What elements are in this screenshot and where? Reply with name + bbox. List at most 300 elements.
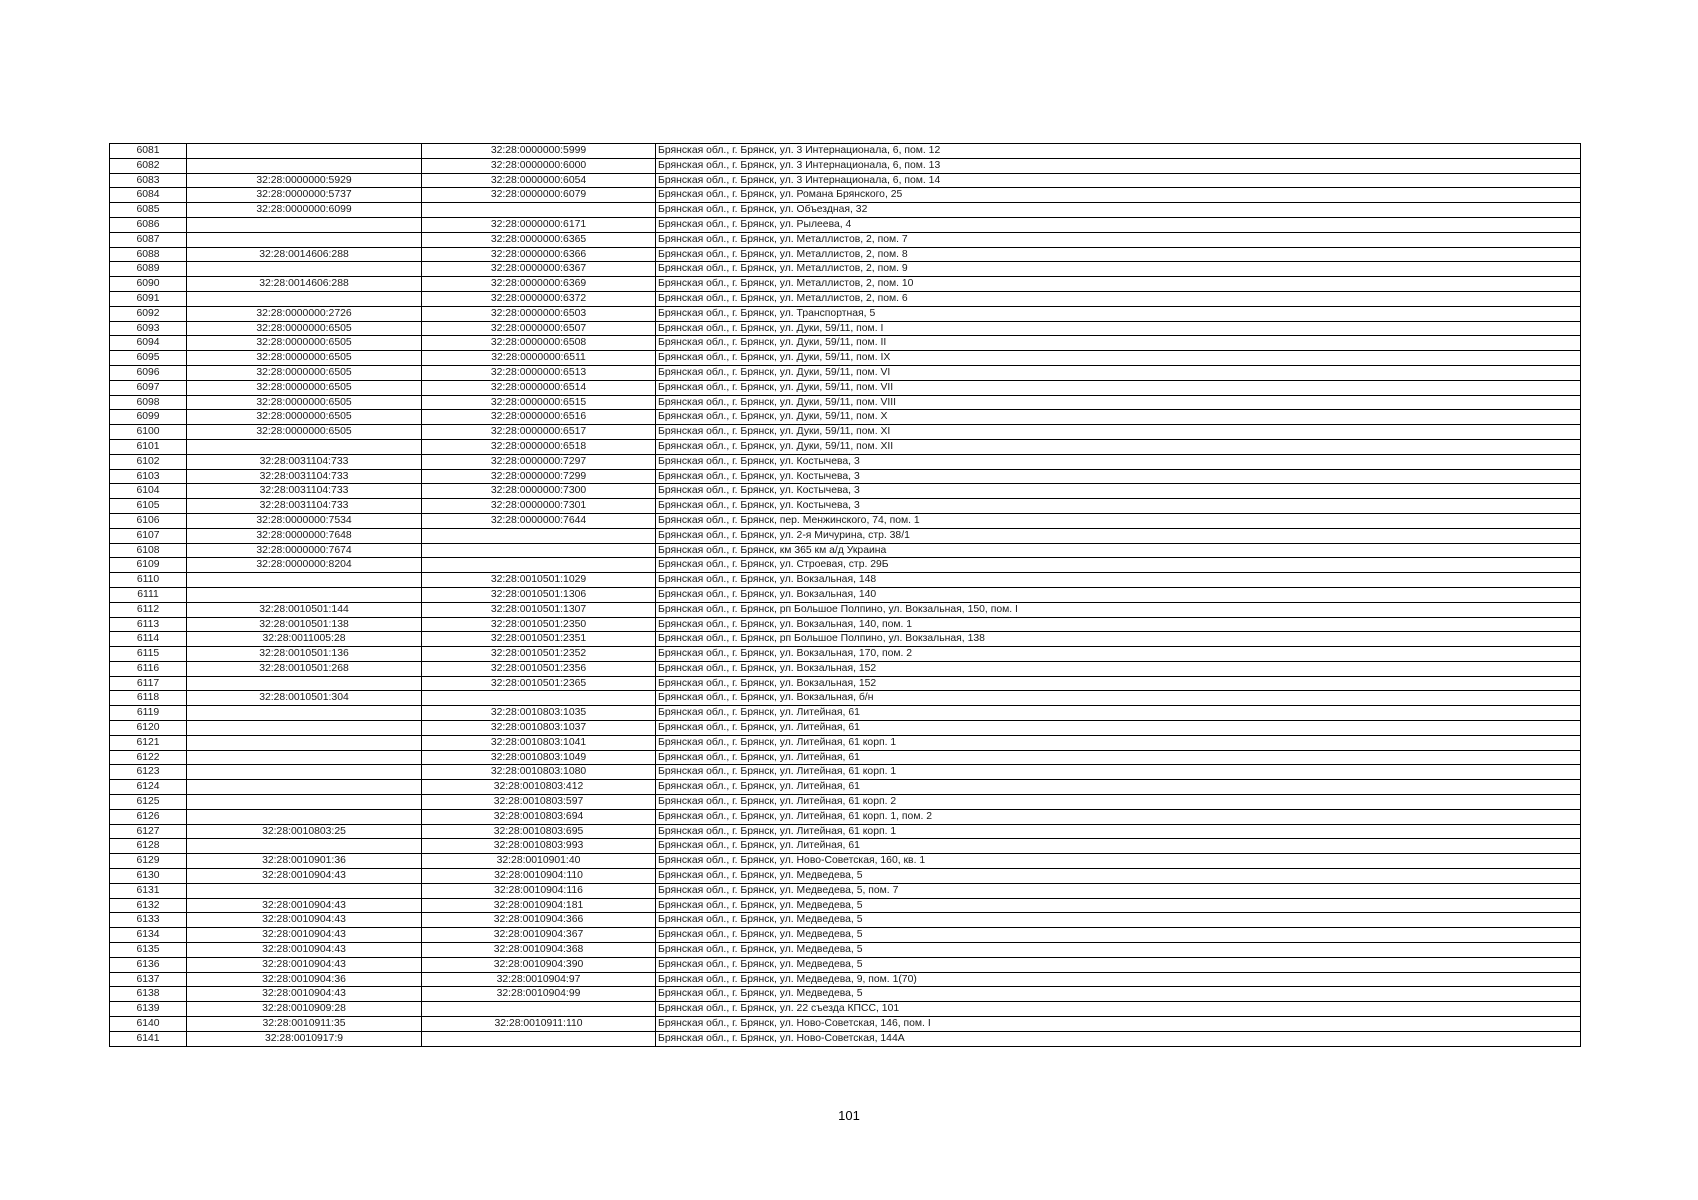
land-cadastral-number-cell — [187, 765, 422, 780]
object-cadastral-number-cell: 32:28:0000000:6369 — [422, 277, 656, 292]
address-cell: Брянская обл., г. Брянск, рп Большое Полпино, ул. Вокзальная, 150, пом. I — [656, 602, 1581, 617]
row-number-cell: 6117 — [110, 676, 187, 691]
row-number-cell: 6130 — [110, 869, 187, 884]
table-row — [110, 632, 1581, 647]
object-cadastral-number-cell — [422, 1031, 656, 1046]
land-cadastral-number-cell: 32:28:0010501:136 — [187, 647, 422, 662]
object-cadastral-number-cell: 32:28:0000000:7297 — [422, 454, 656, 469]
table-row — [110, 573, 1581, 588]
address-cell: Брянская обл., г. Брянск, ул. Литейная, 61 — [656, 780, 1581, 795]
land-cadastral-number-cell — [187, 144, 422, 159]
row-number-cell: 6118 — [110, 691, 187, 706]
address-cell: Брянская обл., г. Брянск, ул. Дуки, 59/11, пом. IX — [656, 351, 1581, 366]
address-cell: Брянская обл., г. Брянск, ул. Объездная, 32 — [656, 203, 1581, 218]
object-cadastral-number-cell: 32:28:0010501:2350 — [422, 617, 656, 632]
land-cadastral-number-cell: 32:28:0000000:7534 — [187, 513, 422, 528]
object-cadastral-number-cell: 32:28:0000000:6372 — [422, 291, 656, 306]
land-cadastral-number-cell: 32:28:0031104:733 — [187, 499, 422, 514]
land-cadastral-number-cell: 32:28:0010917:9 — [187, 1031, 422, 1046]
row-number-cell: 6135 — [110, 943, 187, 958]
address-cell: Брянская обл., г. Брянск, ул. Костычева, 3 — [656, 454, 1581, 469]
row-number-cell: 6100 — [110, 425, 187, 440]
address-cell: Брянская обл., г. Брянск, ул. Ново-Советская, 146, пом. I — [656, 1017, 1581, 1032]
object-cadastral-number-cell: 32:28:0010501:2352 — [422, 647, 656, 662]
object-cadastral-number-cell: 32:28:0000000:6517 — [422, 425, 656, 440]
row-number-cell: 6129 — [110, 854, 187, 869]
land-cadastral-number-cell — [187, 795, 422, 810]
object-cadastral-number-cell: 32:28:0010803:1037 — [422, 721, 656, 736]
row-number-cell: 6085 — [110, 203, 187, 218]
table-row — [110, 217, 1581, 232]
row-number-cell: 6127 — [110, 824, 187, 839]
land-cadastral-number-cell — [187, 439, 422, 454]
row-number-cell: 6106 — [110, 513, 187, 528]
land-cadastral-number-cell: 32:28:0000000:6505 — [187, 365, 422, 380]
object-cadastral-number-cell: 32:28:0010501:1306 — [422, 587, 656, 602]
land-cadastral-number-cell — [187, 750, 422, 765]
table-row — [110, 676, 1581, 691]
row-number-cell: 6105 — [110, 499, 187, 514]
address-cell: Брянская обл., г. Брянск, ул. Дуки, 59/11, пом. VI — [656, 365, 1581, 380]
land-cadastral-number-cell — [187, 721, 422, 736]
land-cadastral-number-cell: 32:28:0000000:8204 — [187, 558, 422, 573]
table-row — [110, 306, 1581, 321]
object-cadastral-number-cell: 32:28:0000000:6000 — [422, 158, 656, 173]
land-cadastral-number-cell — [187, 587, 422, 602]
object-cadastral-number-cell: 32:28:0000000:6516 — [422, 410, 656, 425]
address-cell: Брянская обл., г. Брянск, ул. Медведева, 5 — [656, 943, 1581, 958]
table-row — [110, 469, 1581, 484]
address-cell: Брянская обл., г. Брянск, ул. Медведева, 5 — [656, 869, 1581, 884]
row-number-cell: 6133 — [110, 913, 187, 928]
object-cadastral-number-cell: 32:28:0010803:412 — [422, 780, 656, 795]
object-cadastral-number-cell — [422, 558, 656, 573]
object-cadastral-number-cell: 32:28:0000000:6518 — [422, 439, 656, 454]
land-cadastral-number-cell: 32:28:0010904:43 — [187, 869, 422, 884]
table-row — [110, 247, 1581, 262]
table-row — [110, 513, 1581, 528]
table-row — [110, 173, 1581, 188]
table-row — [110, 425, 1581, 440]
address-cell: Брянская обл., г. Брянск, ул. Вокзальная, 148 — [656, 573, 1581, 588]
row-number-cell: 6083 — [110, 173, 187, 188]
address-cell: Брянская обл., г. Брянск, км 365 км а/д Украина — [656, 543, 1581, 558]
address-cell: Брянская обл., г. Брянск, ул. Металлистов, 2, пом. 10 — [656, 277, 1581, 292]
land-cadastral-number-cell — [187, 291, 422, 306]
object-cadastral-number-cell: 32:28:0010501:2351 — [422, 632, 656, 647]
object-cadastral-number-cell: 32:28:0010501:1029 — [422, 573, 656, 588]
object-cadastral-number-cell: 32:28:0000000:6508 — [422, 336, 656, 351]
table-row — [110, 661, 1581, 676]
row-number-cell: 6140 — [110, 1017, 187, 1032]
table-row — [110, 957, 1581, 972]
address-cell: Брянская обл., г. Брянск, ул. Литейная, 61 корп. 1, пом. 2 — [656, 809, 1581, 824]
object-cadastral-number-cell: 32:28:0010803:1049 — [422, 750, 656, 765]
address-cell: Брянская обл., г. Брянск, ул. Медведева, 5 — [656, 898, 1581, 913]
table-row — [110, 395, 1581, 410]
row-number-cell: 6132 — [110, 898, 187, 913]
land-cadastral-number-cell — [187, 809, 422, 824]
land-cadastral-number-cell — [187, 217, 422, 232]
row-number-cell: 6138 — [110, 987, 187, 1002]
address-cell: Брянская обл., г. Брянск, ул. Дуки, 59/11, пом. VIII — [656, 395, 1581, 410]
row-number-cell: 6092 — [110, 306, 187, 321]
land-cadastral-number-cell: 32:28:0031104:733 — [187, 484, 422, 499]
row-number-cell: 6093 — [110, 321, 187, 336]
row-number-cell: 6109 — [110, 558, 187, 573]
land-cadastral-number-cell: 32:28:0010904:43 — [187, 957, 422, 972]
address-cell: Брянская обл., г. Брянск, ул. Вокзальная, б/н — [656, 691, 1581, 706]
land-cadastral-number-cell — [187, 735, 422, 750]
table-row — [110, 735, 1581, 750]
table-row — [110, 321, 1581, 336]
table-row — [110, 928, 1581, 943]
land-cadastral-number-cell: 32:28:0000000:6505 — [187, 410, 422, 425]
row-number-cell: 6104 — [110, 484, 187, 499]
object-cadastral-number-cell: 32:28:0010904:99 — [422, 987, 656, 1002]
table-row — [110, 795, 1581, 810]
table-row — [110, 1002, 1581, 1017]
land-cadastral-number-cell: 32:28:0010501:268 — [187, 661, 422, 676]
object-cadastral-number-cell: 32:28:0010901:40 — [422, 854, 656, 869]
table-row — [110, 351, 1581, 366]
table-row — [110, 454, 1581, 469]
row-number-cell: 6089 — [110, 262, 187, 277]
object-cadastral-number-cell: 32:28:0000000:6513 — [422, 365, 656, 380]
row-number-cell: 6110 — [110, 573, 187, 588]
address-cell: Брянская обл., г. Брянск, ул. Литейная, 61 — [656, 839, 1581, 854]
table-row — [110, 1031, 1581, 1046]
land-cadastral-number-cell: 32:28:0000000:6505 — [187, 395, 422, 410]
row-number-cell: 6122 — [110, 750, 187, 765]
object-cadastral-number-cell — [422, 691, 656, 706]
table-row — [110, 499, 1581, 514]
row-number-cell: 6116 — [110, 661, 187, 676]
object-cadastral-number-cell: 32:28:0000000:6515 — [422, 395, 656, 410]
land-cadastral-number-cell: 32:28:0000000:5929 — [187, 173, 422, 188]
table-row — [110, 543, 1581, 558]
land-cadastral-number-cell: 32:28:0010501:144 — [187, 602, 422, 617]
object-cadastral-number-cell: 32:28:0010501:2356 — [422, 661, 656, 676]
row-number-cell: 6131 — [110, 883, 187, 898]
object-cadastral-number-cell: 32:28:0010904:390 — [422, 957, 656, 972]
table-row — [110, 943, 1581, 958]
row-number-cell: 6099 — [110, 410, 187, 425]
land-cadastral-number-cell: 32:28:0031104:733 — [187, 469, 422, 484]
land-cadastral-number-cell: 32:28:0000000:6505 — [187, 336, 422, 351]
land-cadastral-number-cell — [187, 573, 422, 588]
object-cadastral-number-cell: 32:28:0000000:6054 — [422, 173, 656, 188]
table-row — [110, 484, 1581, 499]
object-cadastral-number-cell — [422, 528, 656, 543]
row-number-cell: 6134 — [110, 928, 187, 943]
table-row — [110, 188, 1581, 203]
object-cadastral-number-cell: 32:28:0010803:993 — [422, 839, 656, 854]
land-cadastral-number-cell: 32:28:0000000:6505 — [187, 321, 422, 336]
address-cell: Брянская обл., г. Брянск, ул. Литейная, 61 корп. 1 — [656, 824, 1581, 839]
object-cadastral-number-cell: 32:28:0000000:6514 — [422, 380, 656, 395]
object-cadastral-number-cell — [422, 543, 656, 558]
row-number-cell: 6125 — [110, 795, 187, 810]
registry-table — [109, 143, 1581, 1047]
registry-table-body — [110, 144, 1581, 1047]
table-row — [110, 144, 1581, 159]
table-row — [110, 380, 1581, 395]
object-cadastral-number-cell: 32:28:0000000:6366 — [422, 247, 656, 262]
table-row — [110, 854, 1581, 869]
address-cell: Брянская обл., г. Брянск, ул. Литейная, 61 — [656, 706, 1581, 721]
row-number-cell: 6098 — [110, 395, 187, 410]
row-number-cell: 6090 — [110, 277, 187, 292]
object-cadastral-number-cell: 32:28:0000000:6367 — [422, 262, 656, 277]
land-cadastral-number-cell: 32:28:0000000:7648 — [187, 528, 422, 543]
land-cadastral-number-cell: 32:28:0000000:6505 — [187, 351, 422, 366]
table-row — [110, 291, 1581, 306]
table-row — [110, 365, 1581, 380]
object-cadastral-number-cell — [422, 203, 656, 218]
table-row — [110, 972, 1581, 987]
address-cell: Брянская обл., г. Брянск, ул. Литейная, 61 корп. 1 — [656, 735, 1581, 750]
address-cell: Брянская обл., г. Брянск, ул. Костычева, 3 — [656, 499, 1581, 514]
land-cadastral-number-cell: 32:28:0010803:25 — [187, 824, 422, 839]
address-cell: Брянская обл., г. Брянск, ул. Романа Брянского, 25 — [656, 188, 1581, 203]
table-row — [110, 1017, 1581, 1032]
row-number-cell: 6101 — [110, 439, 187, 454]
address-cell: Брянская обл., г. Брянск, ул. Вокзальная, 140, пом. 1 — [656, 617, 1581, 632]
row-number-cell: 6136 — [110, 957, 187, 972]
row-number-cell: 6103 — [110, 469, 187, 484]
object-cadastral-number-cell: 32:28:0010904:368 — [422, 943, 656, 958]
row-number-cell: 6091 — [110, 291, 187, 306]
row-number-cell: 6108 — [110, 543, 187, 558]
table-row — [110, 647, 1581, 662]
land-cadastral-number-cell: 32:28:0010904:43 — [187, 928, 422, 943]
object-cadastral-number-cell: 32:28:0010911:110 — [422, 1017, 656, 1032]
table-row — [110, 410, 1581, 425]
row-number-cell: 6097 — [110, 380, 187, 395]
address-cell: Брянская обл., г. Брянск, ул. Ново-Советская, 144А — [656, 1031, 1581, 1046]
address-cell: Брянская обл., г. Брянск, ул. Вокзальная, 140 — [656, 587, 1581, 602]
object-cadastral-number-cell: 32:28:0000000:6503 — [422, 306, 656, 321]
address-cell: Брянская обл., г. Брянск, ул. Литейная, 61 — [656, 750, 1581, 765]
row-number-cell: 6123 — [110, 765, 187, 780]
object-cadastral-number-cell: 32:28:0010803:694 — [422, 809, 656, 824]
land-cadastral-number-cell — [187, 883, 422, 898]
object-cadastral-number-cell — [422, 1002, 656, 1017]
table-row — [110, 780, 1581, 795]
land-cadastral-number-cell: 32:28:0010904:43 — [187, 943, 422, 958]
row-number-cell: 6120 — [110, 721, 187, 736]
land-cadastral-number-cell: 32:28:0000000:7674 — [187, 543, 422, 558]
land-cadastral-number-cell: 32:28:0031104:733 — [187, 454, 422, 469]
address-cell: Брянская обл., г. Брянск, ул. Металлистов, 2, пом. 9 — [656, 262, 1581, 277]
row-number-cell: 6111 — [110, 587, 187, 602]
row-number-cell: 6119 — [110, 706, 187, 721]
object-cadastral-number-cell: 32:28:0000000:5999 — [422, 144, 656, 159]
object-cadastral-number-cell: 32:28:0010904:367 — [422, 928, 656, 943]
land-cadastral-number-cell — [187, 780, 422, 795]
row-number-cell: 6095 — [110, 351, 187, 366]
row-number-cell: 6139 — [110, 1002, 187, 1017]
table-row — [110, 277, 1581, 292]
land-cadastral-number-cell: 32:28:0010501:304 — [187, 691, 422, 706]
object-cadastral-number-cell: 32:28:0000000:7300 — [422, 484, 656, 499]
address-cell: Брянская обл., г. Брянск, ул. Дуки, 59/11, пом. XI — [656, 425, 1581, 440]
table-row — [110, 824, 1581, 839]
land-cadastral-number-cell: 32:28:0014606:288 — [187, 277, 422, 292]
table-row — [110, 706, 1581, 721]
row-number-cell: 6102 — [110, 454, 187, 469]
object-cadastral-number-cell: 32:28:0000000:7299 — [422, 469, 656, 484]
address-cell: Брянская обл., г. Брянск, ул. Медведева, 5 — [656, 987, 1581, 1002]
address-cell: Брянская обл., г. Брянск, ул. Металлистов, 2, пом. 8 — [656, 247, 1581, 262]
row-number-cell: 6141 — [110, 1031, 187, 1046]
table-row — [110, 158, 1581, 173]
table-row — [110, 617, 1581, 632]
address-cell: Брянская обл., г. Брянск, ул. Медведева, 5 — [656, 957, 1581, 972]
address-cell: Брянская обл., г. Брянск, ул. Медведева, 9, пом. 1(70) — [656, 972, 1581, 987]
table-row — [110, 336, 1581, 351]
land-cadastral-number-cell: 32:28:0010501:138 — [187, 617, 422, 632]
address-cell: Брянская обл., г. Брянск, ул. Костычева, 3 — [656, 484, 1581, 499]
address-cell: Брянская обл., г. Брянск, ул. Вокзальная, 152 — [656, 676, 1581, 691]
land-cadastral-number-cell: 32:28:0010911:35 — [187, 1017, 422, 1032]
address-cell: Брянская обл., г. Брянск, ул. Дуки, 59/11, пом. XII — [656, 439, 1581, 454]
address-cell: Брянская обл., г. Брянск, ул. 3 Интернационала, 6, пом. 12 — [656, 144, 1581, 159]
row-number-cell: 6121 — [110, 735, 187, 750]
table-row — [110, 987, 1581, 1002]
object-cadastral-number-cell: 32:28:0010904:110 — [422, 869, 656, 884]
address-cell: Брянская обл., г. Брянск, пер. Менжинского, 74, пом. 1 — [656, 513, 1581, 528]
row-number-cell: 6112 — [110, 602, 187, 617]
address-cell: Брянская обл., г. Брянск, ул. Транспортная, 5 — [656, 306, 1581, 321]
row-number-cell: 6126 — [110, 809, 187, 824]
row-number-cell: 6086 — [110, 217, 187, 232]
table-row — [110, 721, 1581, 736]
address-cell: Брянская обл., г. Брянск, ул. Вокзальная, 152 — [656, 661, 1581, 676]
row-number-cell: 6107 — [110, 528, 187, 543]
table-row — [110, 558, 1581, 573]
object-cadastral-number-cell: 32:28:0010803:695 — [422, 824, 656, 839]
address-cell: Брянская обл., г. Брянск, ул. 2-я Мичурина, стр. 38/1 — [656, 528, 1581, 543]
object-cadastral-number-cell: 32:28:0010501:2365 — [422, 676, 656, 691]
object-cadastral-number-cell: 32:28:0000000:6171 — [422, 217, 656, 232]
address-cell: Брянская обл., г. Брянск, ул. Металлистов, 2, пом. 6 — [656, 291, 1581, 306]
object-cadastral-number-cell: 32:28:0010904:366 — [422, 913, 656, 928]
address-cell: Брянская обл., г. Брянск, ул. 22 съезда КПСС, 101 — [656, 1002, 1581, 1017]
address-cell: Брянская обл., г. Брянск, ул. Вокзальная, 170, пом. 2 — [656, 647, 1581, 662]
land-cadastral-number-cell: 32:28:0010904:43 — [187, 898, 422, 913]
address-cell: Брянская обл., г. Брянск, ул. Литейная, 61 корп. 1 — [656, 765, 1581, 780]
row-number-cell: 6084 — [110, 188, 187, 203]
address-cell: Брянская обл., г. Брянск, ул. Дуки, 59/11, пом. I — [656, 321, 1581, 336]
address-cell: Брянская обл., г. Брянск, ул. Металлистов, 2, пом. 7 — [656, 232, 1581, 247]
object-cadastral-number-cell: 32:28:0000000:6365 — [422, 232, 656, 247]
land-cadastral-number-cell — [187, 232, 422, 247]
object-cadastral-number-cell: 32:28:0000000:6511 — [422, 351, 656, 366]
object-cadastral-number-cell: 32:28:0000000:7644 — [422, 513, 656, 528]
land-cadastral-number-cell: 32:28:0000000:6505 — [187, 425, 422, 440]
table-row — [110, 839, 1581, 854]
row-number-cell: 6113 — [110, 617, 187, 632]
object-cadastral-number-cell: 32:28:0010904:181 — [422, 898, 656, 913]
land-cadastral-number-cell: 32:28:0000000:6505 — [187, 380, 422, 395]
address-cell: Брянская обл., г. Брянск, ул. Рылеева, 4 — [656, 217, 1581, 232]
land-cadastral-number-cell: 32:28:0011005:28 — [187, 632, 422, 647]
table-row — [110, 262, 1581, 277]
table-row — [110, 587, 1581, 602]
row-number-cell: 6137 — [110, 972, 187, 987]
object-cadastral-number-cell: 32:28:0010501:1307 — [422, 602, 656, 617]
table-row — [110, 750, 1581, 765]
address-cell: Брянская обл., г. Брянск, ул. Дуки, 59/11, пом. X — [656, 410, 1581, 425]
registry-table-container — [109, 143, 1580, 1047]
object-cadastral-number-cell: 32:28:0010803:1035 — [422, 706, 656, 721]
address-cell: Брянская обл., г. Брянск, ул. Медведева, 5 — [656, 928, 1581, 943]
row-number-cell: 6094 — [110, 336, 187, 351]
land-cadastral-number-cell: 32:28:0010904:36 — [187, 972, 422, 987]
page-number: 101 — [838, 1108, 860, 1123]
table-row — [110, 602, 1581, 617]
land-cadastral-number-cell: 32:28:0000000:5737 — [187, 188, 422, 203]
address-cell: Брянская обл., г. Брянск, ул. Литейная, 61 — [656, 721, 1581, 736]
land-cadastral-number-cell — [187, 676, 422, 691]
row-number-cell: 6082 — [110, 158, 187, 173]
table-row — [110, 203, 1581, 218]
address-cell: Брянская обл., г. Брянск, ул. Ново-Советская, 160, кв. 1 — [656, 854, 1581, 869]
object-cadastral-number-cell: 32:28:0010803:597 — [422, 795, 656, 810]
object-cadastral-number-cell: 32:28:0010803:1041 — [422, 735, 656, 750]
object-cadastral-number-cell: 32:28:0010904:97 — [422, 972, 656, 987]
land-cadastral-number-cell: 32:28:0000000:2726 — [187, 306, 422, 321]
address-cell: Брянская обл., г. Брянск, ул. Костычева, 3 — [656, 469, 1581, 484]
land-cadastral-number-cell: 32:28:0000000:6099 — [187, 203, 422, 218]
row-number-cell: 6081 — [110, 144, 187, 159]
table-row — [110, 913, 1581, 928]
address-cell: Брянская обл., г. Брянск, ул. Дуки, 59/11, пом. II — [656, 336, 1581, 351]
table-row — [110, 869, 1581, 884]
table-row — [110, 439, 1581, 454]
table-row — [110, 691, 1581, 706]
table-row — [110, 809, 1581, 824]
row-number-cell: 6096 — [110, 365, 187, 380]
row-number-cell: 6087 — [110, 232, 187, 247]
address-cell: Брянская обл., г. Брянск, ул. Дуки, 59/11, пом. VII — [656, 380, 1581, 395]
object-cadastral-number-cell: 32:28:0000000:6507 — [422, 321, 656, 336]
address-cell: Брянская обл., г. Брянск, ул. Медведева, 5 — [656, 913, 1581, 928]
table-row — [110, 232, 1581, 247]
land-cadastral-number-cell: 32:28:0014606:288 — [187, 247, 422, 262]
row-number-cell: 6114 — [110, 632, 187, 647]
table-row — [110, 883, 1581, 898]
address-cell: Брянская обл., г. Брянск, ул. 3 Интернационала, 6, пом. 13 — [656, 158, 1581, 173]
address-cell: Брянская обл., г. Брянск, ул. Строевая, стр. 29Б — [656, 558, 1581, 573]
land-cadastral-number-cell: 32:28:0010904:43 — [187, 913, 422, 928]
address-cell: Брянская обл., г. Брянск, ул. Литейная, 61 корп. 2 — [656, 795, 1581, 810]
land-cadastral-number-cell — [187, 706, 422, 721]
address-cell: Брянская обл., г. Брянск, ул. Медведева, 5, пом. 7 — [656, 883, 1581, 898]
table-row — [110, 898, 1581, 913]
object-cadastral-number-cell: 32:28:0010803:1080 — [422, 765, 656, 780]
land-cadastral-number-cell — [187, 839, 422, 854]
address-cell: Брянская обл., г. Брянск, ул. 3 Интернационала, 6, пом. 14 — [656, 173, 1581, 188]
row-number-cell: 6124 — [110, 780, 187, 795]
row-number-cell: 6115 — [110, 647, 187, 662]
land-cadastral-number-cell — [187, 262, 422, 277]
object-cadastral-number-cell: 32:28:0000000:7301 — [422, 499, 656, 514]
row-number-cell: 6088 — [110, 247, 187, 262]
land-cadastral-number-cell: 32:28:0010904:43 — [187, 987, 422, 1002]
